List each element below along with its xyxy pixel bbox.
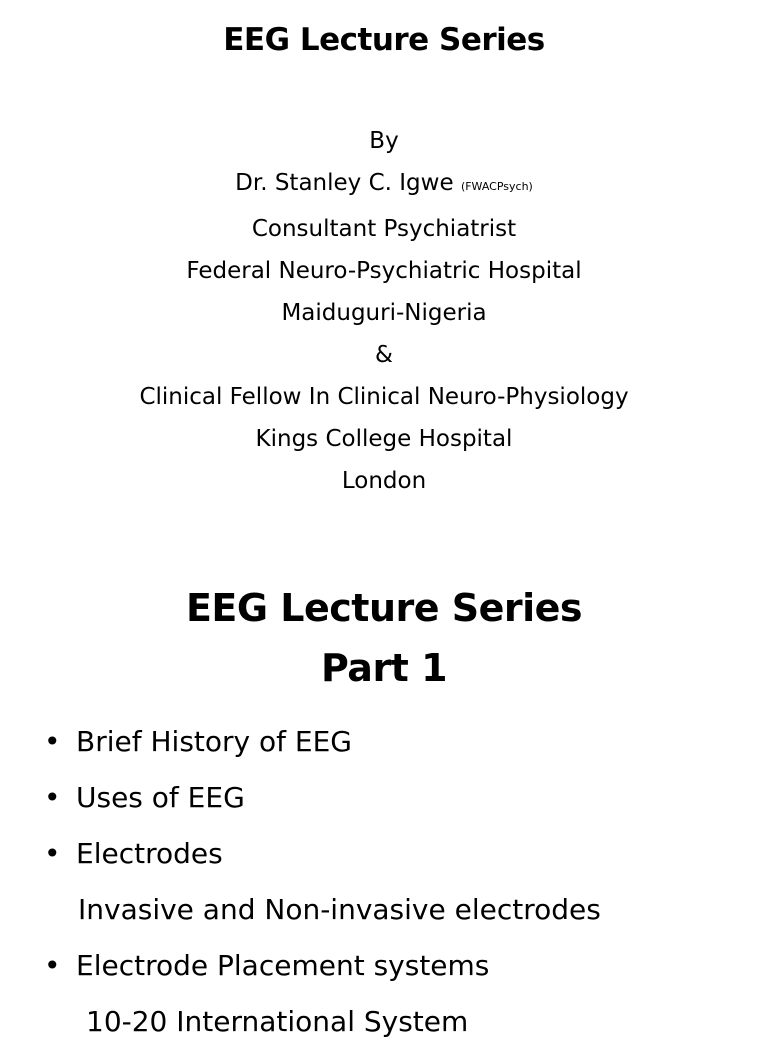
author-name: Dr. Stanley C. Igwe [235, 170, 454, 196]
subtopic-text: Invasive and Non-invasive electrodes [78, 893, 601, 926]
list-subitem [0, 882, 768, 938]
topic-text: Brief History of EEG [76, 725, 352, 758]
fellowship-title: Clinical Fellow In Clinical Neuro-Physiology [139, 384, 629, 410]
ampersand: & [375, 342, 393, 368]
bullet-icon: • [44, 949, 61, 982]
by-line: By [369, 128, 399, 154]
slide1-title: EEG Lecture Series [223, 22, 545, 58]
bullet-icon: • [44, 781, 61, 814]
topic-list [0, 714, 768, 1050]
subtopic-text: 10-20 International System [86, 1005, 469, 1038]
author-position: Consultant Psychiatrist [251, 216, 517, 242]
bullet-icon: • [44, 725, 61, 758]
author-institution: Federal Neuro-Psychiatric Hospital [186, 258, 582, 284]
slide2-title [0, 578, 768, 698]
list-item [0, 938, 768, 994]
slide2-title-line2: Part 1 [320, 646, 448, 690]
author-name-line [0, 162, 768, 208]
topic-text: Electrodes [76, 837, 223, 870]
list-subitem [0, 994, 768, 1050]
author-block [0, 120, 768, 502]
list-item [0, 770, 768, 826]
list-item [0, 714, 768, 770]
list-item [0, 826, 768, 882]
topic-text: Uses of EEG [76, 781, 245, 814]
bullet-icon: • [44, 837, 61, 870]
topic-text: Electrode Placement systems [76, 949, 490, 982]
author-location: Maiduguri-Nigeria [281, 300, 487, 326]
fellowship-institution: Kings College Hospital [255, 426, 513, 452]
author-credential: (FWACPsych) [460, 180, 533, 193]
fellowship-location: London [341, 468, 427, 494]
slide2-title-line1: EEG Lecture Series [185, 586, 583, 630]
